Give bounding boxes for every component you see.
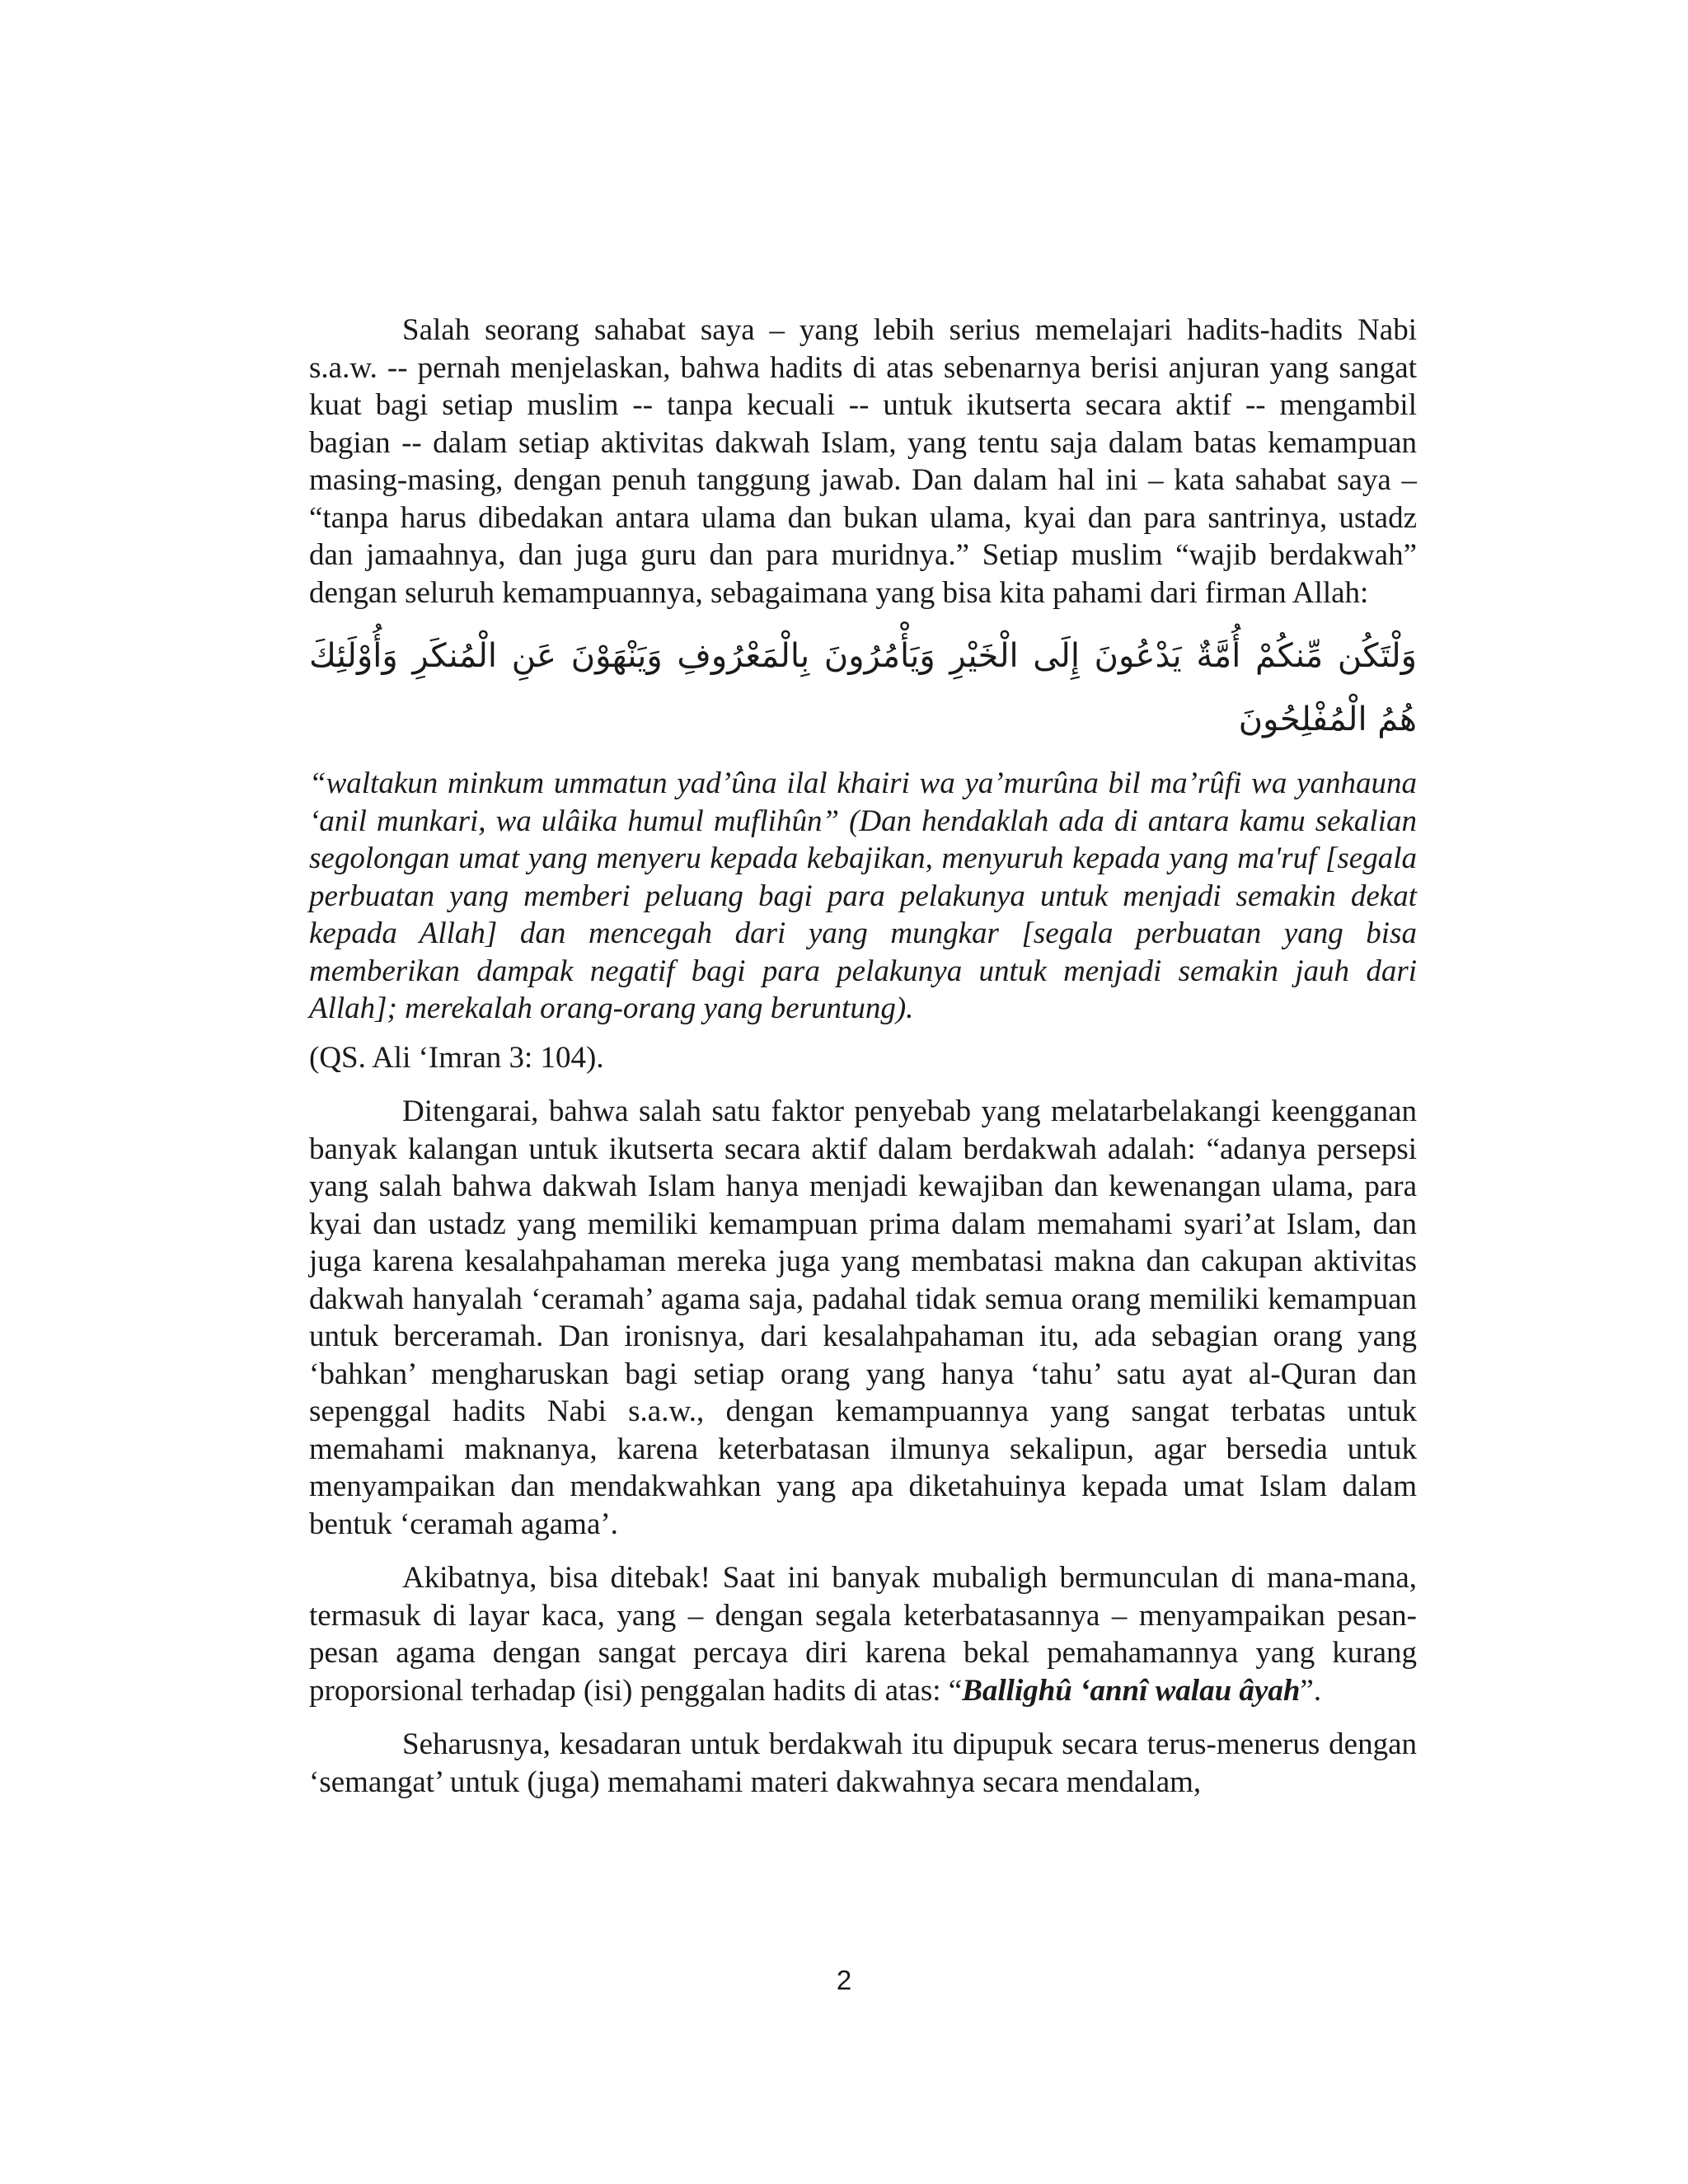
close-quote: ”. [1300,1673,1322,1708]
open-quote: “ [948,1673,963,1708]
document-page [309,312,1417,1801]
paragraph-3-text: Akibatnya, bisa ditebak! Saat ini banyak mubaligh bermunculan di mana-mana, termasuk di layar kaca, yang – dengan segala keterbatasannya – menyampaikan pesan-pesan agama dengan sangat percaya diri karena bekal pemahamannya yang kurang proporsional terhadap (isi) penggalan hadits di atas: [309,1561,1417,1708]
paragraph-1: Salah seorang sahabat saya – yang lebih serius memelajari hadits-hadits Nabi s.a.w. -- pernah menjelaskan, bahwa hadits di atas sebenarnya berisi anjuran yang sangat kuat bagi setiap muslim -- tanpa kecuali -- untuk ikutserta secara aktif -- mengambil bagian -- dalam setiap aktivitas dakwah Islam, yang tentu saja dalam batas kemampuan masing-masing, dengan penuh tanggung jawab. Dan dalam hal ini – kata sahabat saya – “tanpa harus dibedakan antara ulama dan bukan ulama, kyai dan para santrinya, ustadz dan jamaahnya, dan juga guru dan para muridnya.” Setiap muslim “wajib berdakwah” dengan seluruh kemampuannya, sebagaimana yang bisa kita pahami dari firman Allah: [309,313,1417,610]
paragraph-2: Ditengarai, bahwa salah satu faktor penyebab yang melatarbelakangi keengganan banyak kalangan untuk ikutserta secara aktif dalam berdakwah adalah: “adanya persepsi yang salah bahwa dakwah Islam hanya menjadi kewajiban dan kewenangan ulama, para kyai dan ustadz yang memiliki kemampuan prima dalam memahami syari’at Islam, dan juga karena kesalahpahaman mereka juga yang membatasi makna dan cakupan aktivitas dakwah hanyalah ‘ceramah’ agama saja, padahal tidak semua orang memiliki kemampuan untuk berceramah. Dan ironisnya, dari kesalahpahaman itu, ada sebagian orang yang ‘bahkan’ mengharuskan bagi setiap orang yang hanya ‘tahu’ satu ayat al-Quran dan sepenggal hadits Nabi s.a.w., dengan kemampuannya yang sangat terbatas untuk memahami maknanya, karena keterbatasan ilmunya sekalipun, agar bersedia untuk menyampaikan dan mendakwahkan yang apa diketahuinya kepada umat Islam dalam bentuk ‘ceramah agama’. [309,1094,1417,1541]
paragraph-3 [309,1559,1417,1709]
verse-reference: (QS. Ali ‘Imran 3: 104). [309,1040,604,1075]
transliteration-translation: “waltakun minkum ummatun yad’ûna ilal khairi wa ya’murûna bil ma’rûfi wa yanhauna ‘anil munkari, wa ulâika humul muflihûn” (Dan hendaklah ada di antara kamu sekalian segolongan umat yang menyeru kepada kebajikan, menyuruh kepada yang ma'ruf [segala perbuatan yang memberi peluang bagi para pelakunya untuk menjadi semakin dekat kepada Allah] dan mencegah dari yang mungkar [segala perbuatan yang bisa memberikan dampak negatif bagi para pelakunya untuk menjadi semakin jauh dari Allah]; merekalah orang-orang yang beruntung). [309,766,1417,1025]
paragraph-4: Seharusnya, kesadaran untuk berdakwah itu dipupuk secara terus-menerus dengan ‘semangat’ untuk (juga) memahami materi dakwahnya secara mendalam, [309,1727,1417,1799]
hadith-quote: Ballighû ‘annî walau âyah [962,1673,1301,1708]
arabic-verse: وَلْتَكُن مِّنكُمْ أُمَّةٌ يَدْعُونَ إِلَى الْخَيْرِ وَيَأْمُرُونَ بِالْمَعْرُوفِ وَيَنْهَوْنَ عَنِ الْمُنكَرِ وَأُوْلَئِكَ هُمُ الْمُفْلِحُونَ [309,637,1417,738]
page-number: 2 [836,1965,852,1995]
